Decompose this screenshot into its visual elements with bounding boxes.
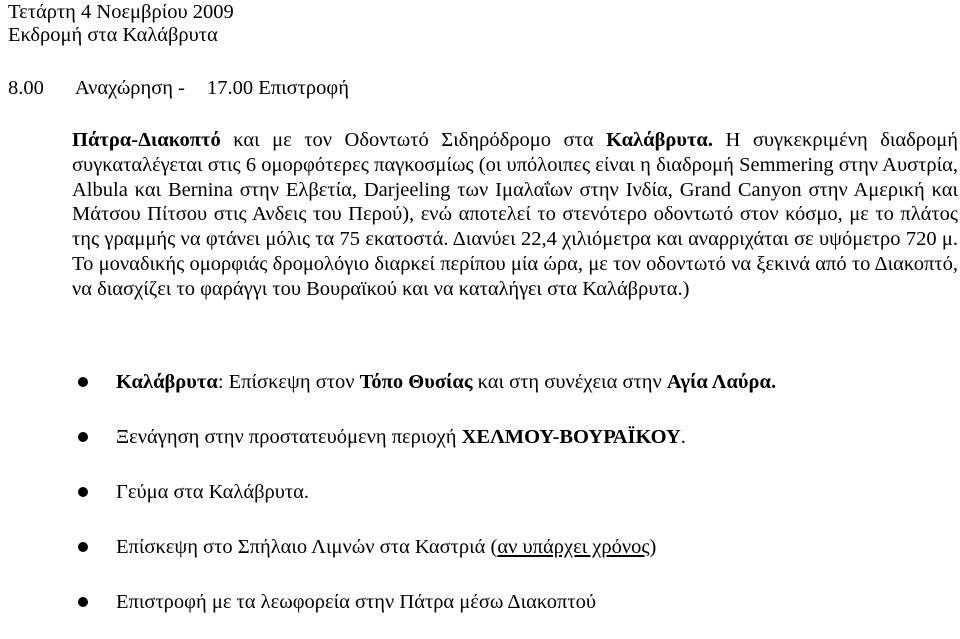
itinerary-list <box>76 364 776 639</box>
item-text: . <box>680 426 686 448</box>
list-item <box>76 364 776 419</box>
departure-time: 8.00 <box>8 77 44 99</box>
item-text: : Επίσκεψη στον <box>217 371 360 393</box>
return-time: 17.00 <box>206 77 254 99</box>
intro-text-1: και με τον Οδοντωτό Σιδηρόδρομο στα <box>220 129 607 151</box>
item-text: Επιστροφή με τα λεωφορεία στην Πάτρα μέσω Διακοπτού <box>116 591 596 613</box>
item-text: Επίσκεψη στο Σπήλαιο Λιμνών στα Καστριά ( <box>116 536 498 558</box>
item-text: ) <box>649 536 657 558</box>
item-bold: Καλάβρυτα <box>116 371 218 393</box>
intro-paragraph <box>72 128 958 302</box>
departure-label: Αναχώρηση - <box>74 77 185 99</box>
item-text: Γεύμα στα Καλάβρυτα. <box>116 481 309 503</box>
route-to: Καλάβρυτα. <box>606 129 713 151</box>
date-line: Τετάρτη 4 Νοεμβρίου 2009 <box>8 1 234 23</box>
list-item <box>76 584 776 639</box>
item-text: και στη συνέχεια στην <box>472 371 667 393</box>
bullet-icon <box>78 597 88 607</box>
bullet-icon <box>78 432 88 442</box>
bullet-icon <box>78 542 88 552</box>
list-item <box>76 419 776 474</box>
bullet-icon <box>78 377 88 387</box>
bullet-icon <box>78 487 88 497</box>
list-item <box>76 529 776 584</box>
item-text: Ξενάγηση στην προστατευόμενη περιοχή <box>116 426 462 448</box>
schedule-line <box>8 77 349 99</box>
return-label: Επιστροφή <box>258 77 349 99</box>
trip-title: Εκδρομή στα Καλάβρυτα <box>8 24 218 46</box>
list-item <box>76 474 776 529</box>
route-from: Πάτρα-Διακοπτό <box>72 129 221 151</box>
intro-text-2: Η συγκεκριμένη διαδρομή συγκαταλέγεται στις 6 ομορφότερες παγκοσμίως (οι υπόλοιπες είναι η διαδρομή Semmering στην Αυστρία, Albula και Bernina στην Ελβετία, Darjeeling των Ιμαλαΐων στην Ινδία, Grand Canyon στην Αμερική και Μάτσου Πίτσου στις Ανδεις του Περού), ενώ αποτελεί το στενότερο οδοντωτό στον κόσμο, με το πλάτος της γραμμής να φτάνει μόλις τα 75 εκατοστά. Διανύει 22,4 χιλιόμετρα και αναρριχάται σε υψόμετρο 720 μ. Το μοναδικής ομορφιάς δρομολόγιο διαρκεί περίπου μία ώρα, με τον οδοντωτό να ξεκινά από το Διακοπτό, να διασχίζει το φαράγγι του Βουραϊκού και να καταλήγει στα Καλάβρυτα.) <box>72 129 959 300</box>
item-underlined: αν υπάρχει χρόνος <box>497 536 650 558</box>
item-bold: ΧΕΛΜΟΥ-ΒΟΥΡΑΪΚΟΥ <box>461 426 681 448</box>
item-bold: Τόπο Θυσίας <box>359 371 473 393</box>
item-bold: Αγία Λαύρα. <box>666 371 777 393</box>
